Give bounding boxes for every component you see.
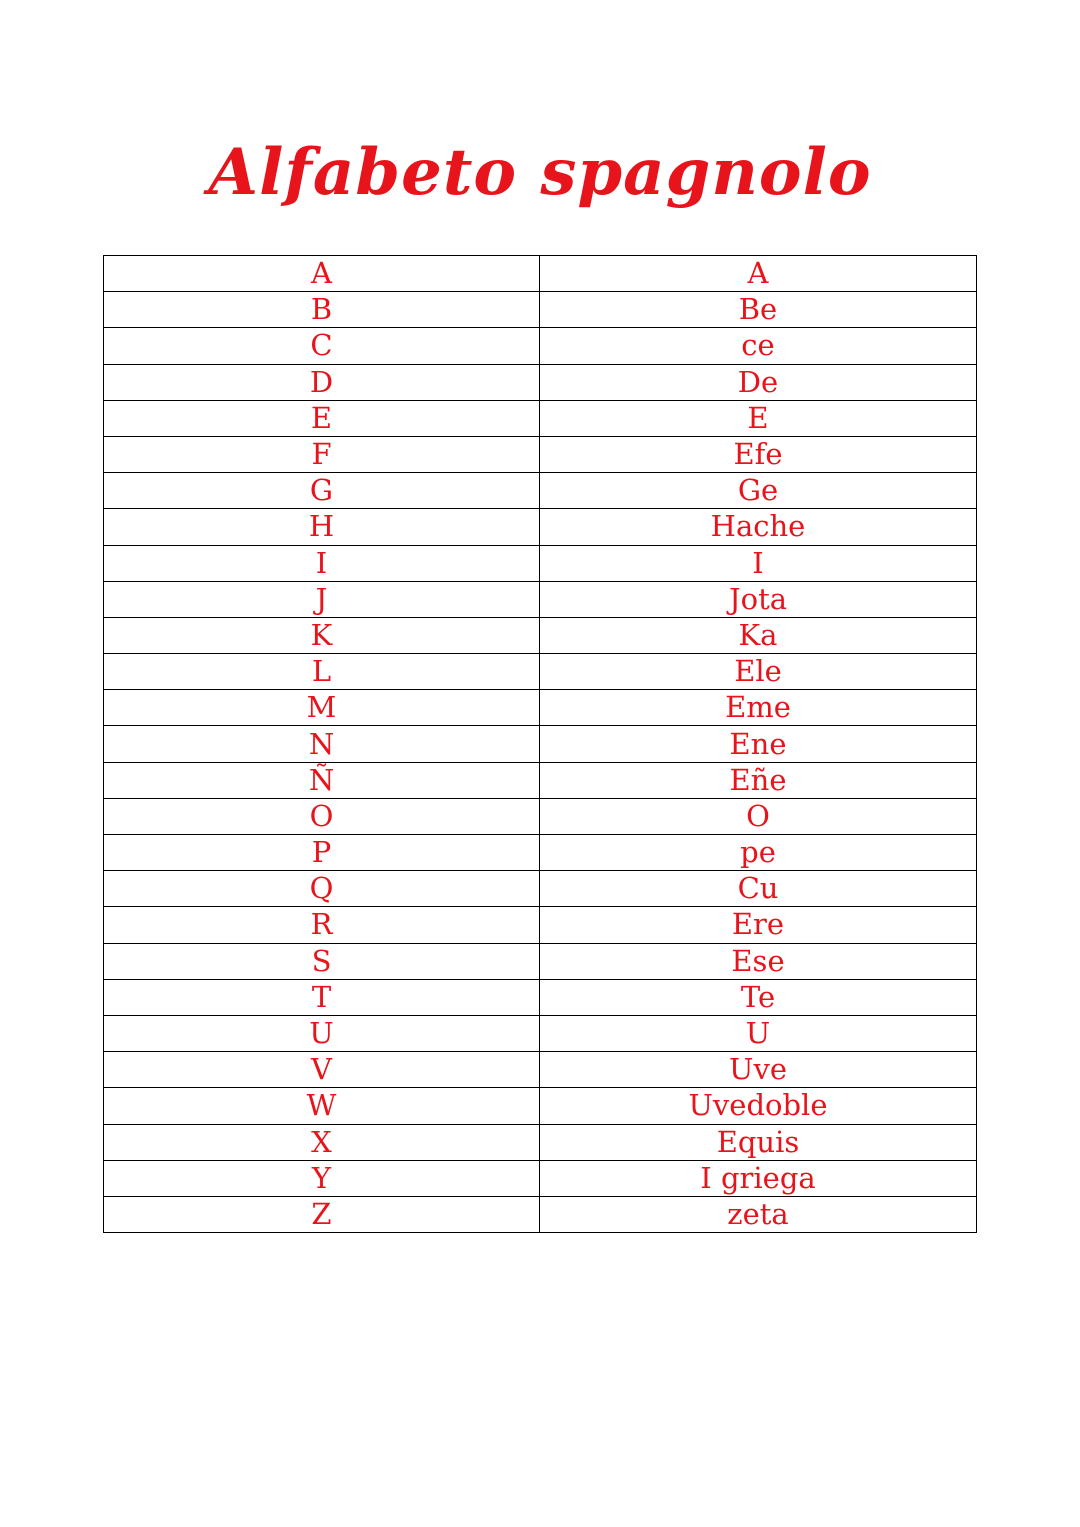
letter-cell: W bbox=[104, 1088, 540, 1124]
letter-cell: Q bbox=[104, 871, 540, 907]
table-row bbox=[104, 979, 977, 1015]
letter-cell: A bbox=[104, 256, 540, 292]
letter-name-cell: I bbox=[540, 545, 977, 581]
letter-name-cell: Equis bbox=[540, 1124, 977, 1160]
letter-name-cell: zeta bbox=[540, 1196, 977, 1232]
letter-cell: O bbox=[104, 798, 540, 834]
letter-cell: X bbox=[104, 1124, 540, 1160]
table-row bbox=[104, 509, 977, 545]
letter-name-cell: Te bbox=[540, 979, 977, 1015]
letter-cell: N bbox=[104, 726, 540, 762]
letter-name-cell: U bbox=[540, 1015, 977, 1051]
letter-name-cell: ce bbox=[540, 328, 977, 364]
table-row bbox=[104, 654, 977, 690]
table-row bbox=[104, 907, 977, 943]
letter-name-cell: Ese bbox=[540, 943, 977, 979]
table-row bbox=[104, 835, 977, 871]
letter-cell: K bbox=[104, 617, 540, 653]
letter-name-cell: O bbox=[540, 798, 977, 834]
letter-cell: R bbox=[104, 907, 540, 943]
letter-cell: I bbox=[104, 545, 540, 581]
table-row bbox=[104, 943, 977, 979]
letter-name-cell: Uve bbox=[540, 1052, 977, 1088]
letter-cell: Y bbox=[104, 1160, 540, 1196]
letter-name-cell: Jota bbox=[540, 581, 977, 617]
letter-cell: T bbox=[104, 979, 540, 1015]
letter-name-cell: Eñe bbox=[540, 762, 977, 798]
table-row bbox=[104, 726, 977, 762]
letter-cell: J bbox=[104, 581, 540, 617]
letter-cell: D bbox=[104, 364, 540, 400]
table-row bbox=[104, 762, 977, 798]
letter-cell: E bbox=[104, 400, 540, 436]
table-row bbox=[104, 473, 977, 509]
table-row bbox=[104, 400, 977, 436]
letter-cell: S bbox=[104, 943, 540, 979]
letter-name-cell: Uvedoble bbox=[540, 1088, 977, 1124]
letter-cell: F bbox=[104, 436, 540, 472]
table-row bbox=[104, 545, 977, 581]
letter-cell: Ñ bbox=[104, 762, 540, 798]
table-row bbox=[104, 328, 977, 364]
table-row bbox=[104, 617, 977, 653]
table-row bbox=[104, 871, 977, 907]
alphabet-table-body bbox=[104, 256, 977, 1233]
letter-cell: L bbox=[104, 654, 540, 690]
letter-cell: G bbox=[104, 473, 540, 509]
letter-name-cell: Hache bbox=[540, 509, 977, 545]
table-row bbox=[104, 292, 977, 328]
letter-name-cell: I griega bbox=[540, 1160, 977, 1196]
page-title: Alfabeto spagnolo bbox=[208, 135, 872, 210]
letter-cell: Z bbox=[104, 1196, 540, 1232]
letter-name-cell: Ge bbox=[540, 473, 977, 509]
table-row bbox=[104, 256, 977, 292]
letter-name-cell: A bbox=[540, 256, 977, 292]
letter-cell: M bbox=[104, 690, 540, 726]
table-row bbox=[104, 1088, 977, 1124]
letter-name-cell: Cu bbox=[540, 871, 977, 907]
letter-cell: V bbox=[104, 1052, 540, 1088]
letter-name-cell: Ka bbox=[540, 617, 977, 653]
table-row bbox=[104, 690, 977, 726]
table-row bbox=[104, 436, 977, 472]
table-row bbox=[104, 1196, 977, 1232]
letter-cell: H bbox=[104, 509, 540, 545]
table-row bbox=[104, 364, 977, 400]
letter-name-cell: Ele bbox=[540, 654, 977, 690]
letter-name-cell: Eme bbox=[540, 690, 977, 726]
alphabet-table bbox=[103, 255, 977, 1233]
table-row bbox=[104, 1160, 977, 1196]
table-row bbox=[104, 1052, 977, 1088]
table-row bbox=[104, 1015, 977, 1051]
letter-cell: C bbox=[104, 328, 540, 364]
letter-name-cell: Ere bbox=[540, 907, 977, 943]
table-row bbox=[104, 1124, 977, 1160]
table-row bbox=[104, 581, 977, 617]
letter-name-cell: Efe bbox=[540, 436, 977, 472]
letter-name-cell: De bbox=[540, 364, 977, 400]
letter-cell: U bbox=[104, 1015, 540, 1051]
letter-name-cell: pe bbox=[540, 835, 977, 871]
letter-cell: P bbox=[104, 835, 540, 871]
letter-name-cell: Ene bbox=[540, 726, 977, 762]
table-row bbox=[104, 798, 977, 834]
letter-name-cell: Be bbox=[540, 292, 977, 328]
letter-cell: B bbox=[104, 292, 540, 328]
letter-name-cell: E bbox=[540, 400, 977, 436]
